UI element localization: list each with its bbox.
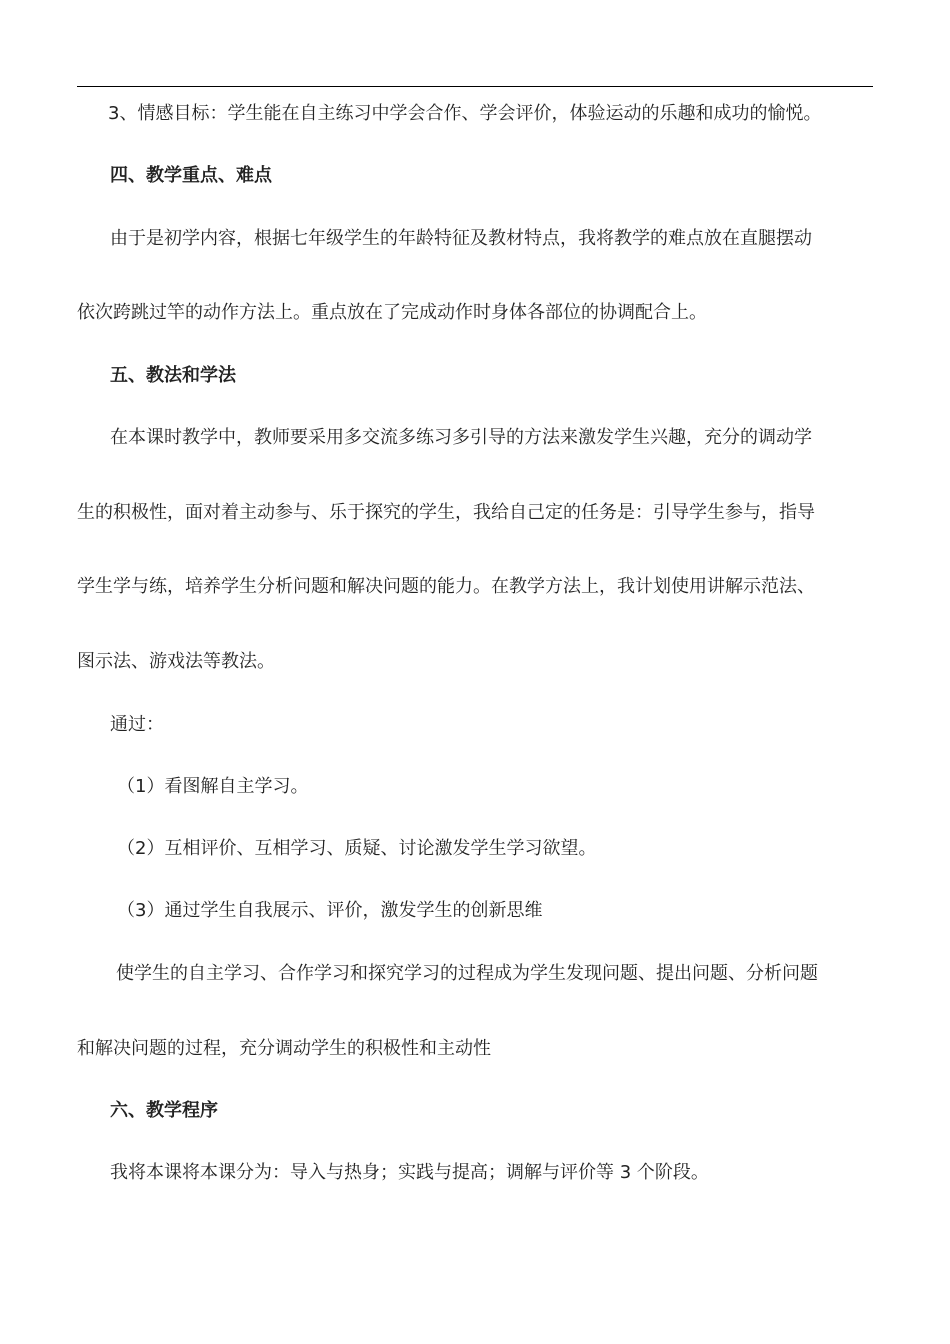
paragraph-method-line-2: 生的积极性，面对着主动参与、乐于探究的学生，我给自己定的任务是：引导学生参与，指导	[77, 502, 815, 523]
paragraph-affective-goal: 3、情感目标：学生能在自主练习中学会合作、学会评价，体验运动的乐趣和成功的愉悦。	[108, 103, 822, 124]
section-heading-4: 四、教学重点、难点	[110, 165, 272, 186]
list-item-1: （1）看图解自主学习。	[117, 776, 309, 797]
paragraph-method-line-4: 图示法、游戏法等教法。	[77, 651, 275, 672]
header-rule	[77, 86, 873, 87]
paragraph-through: 通过：	[110, 714, 164, 735]
paragraph-procedure: 我将本课将本课分为：导入与热身；实践与提高；调解与评价等 3 个阶段。	[110, 1162, 709, 1183]
paragraph-outcome-line-1: 使学生的自主学习、合作学习和探究学习的过程成为学生发现问题、提出问题、分析问题	[116, 963, 818, 984]
paragraph-method-line-1: 在本课时教学中，教师要采用多交流多练习多引导的方法来激发学生兴趣，充分的调动学	[110, 427, 812, 448]
paragraph-outcome-line-2: 和解决问题的过程，充分调动学生的积极性和主动性	[77, 1038, 491, 1059]
section-heading-5: 五、教法和学法	[110, 365, 236, 386]
list-item-3: （3）通过学生自我展示、评价，激发学生的创新思维	[117, 900, 543, 921]
section-heading-6: 六、教学程序	[110, 1100, 218, 1121]
paragraph-method-line-3: 学生学与练，培养学生分析问题和解决问题的能力。在教学方法上，我计划使用讲解示范法、	[77, 576, 815, 597]
paragraph-difficulty-line-2: 依次跨跳过竿的动作方法上。重点放在了完成动作时身体各部位的协调配合上。	[77, 302, 707, 323]
list-item-2: （2）互相评价、互相学习、质疑、讨论激发学生学习欲望。	[117, 838, 597, 859]
paragraph-difficulty-line-1: 由于是初学内容，根据七年级学生的年龄特征及教材特点，我将教学的难点放在直腿摆动	[110, 228, 812, 249]
